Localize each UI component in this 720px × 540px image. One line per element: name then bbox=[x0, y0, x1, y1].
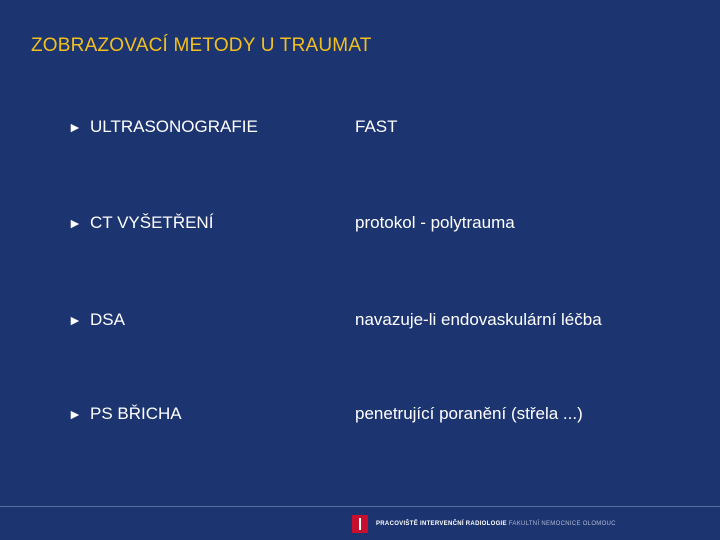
list-item bbox=[0, 401, 720, 427]
method-label: CT VYŠETŘENÍ bbox=[90, 213, 214, 232]
list-item bbox=[0, 114, 720, 140]
method-label: PS BŘICHA bbox=[90, 404, 182, 423]
method-detail: FAST bbox=[355, 117, 398, 136]
bullet-method bbox=[68, 401, 182, 427]
bullet-method bbox=[68, 307, 125, 333]
footer-hospital: FAKULTNÍ NEMOCNICE OLOMOUC bbox=[506, 521, 616, 527]
arrow-right-icon: ► bbox=[68, 215, 82, 231]
arrow-right-icon: ► bbox=[68, 119, 82, 135]
list-item bbox=[0, 210, 720, 236]
method-detail: protokol - polytrauma bbox=[355, 213, 515, 232]
hospital-logo-icon bbox=[352, 515, 368, 533]
footer-dept: PRACOVIŠTĚ INTERVENČNÍ RADIOLOGIE bbox=[376, 521, 507, 527]
arrow-right-icon: ► bbox=[68, 312, 82, 328]
bullet-method bbox=[68, 210, 213, 236]
list-item bbox=[0, 307, 720, 333]
bullet-method bbox=[68, 114, 258, 140]
method-label: ULTRASONOGRAFIE bbox=[90, 117, 258, 136]
footer-text bbox=[376, 521, 616, 527]
arrow-right-icon: ► bbox=[68, 406, 82, 422]
slide-title: ZOBRAZOVACÍ METODY U TRAUMAT bbox=[31, 35, 372, 56]
footer-divider bbox=[0, 506, 720, 507]
footer bbox=[352, 514, 616, 534]
method-label: DSA bbox=[90, 310, 125, 329]
method-detail: penetrující poranění (střela ...) bbox=[355, 404, 583, 423]
method-detail: navazuje-li endovaskulární léčba bbox=[355, 310, 602, 329]
